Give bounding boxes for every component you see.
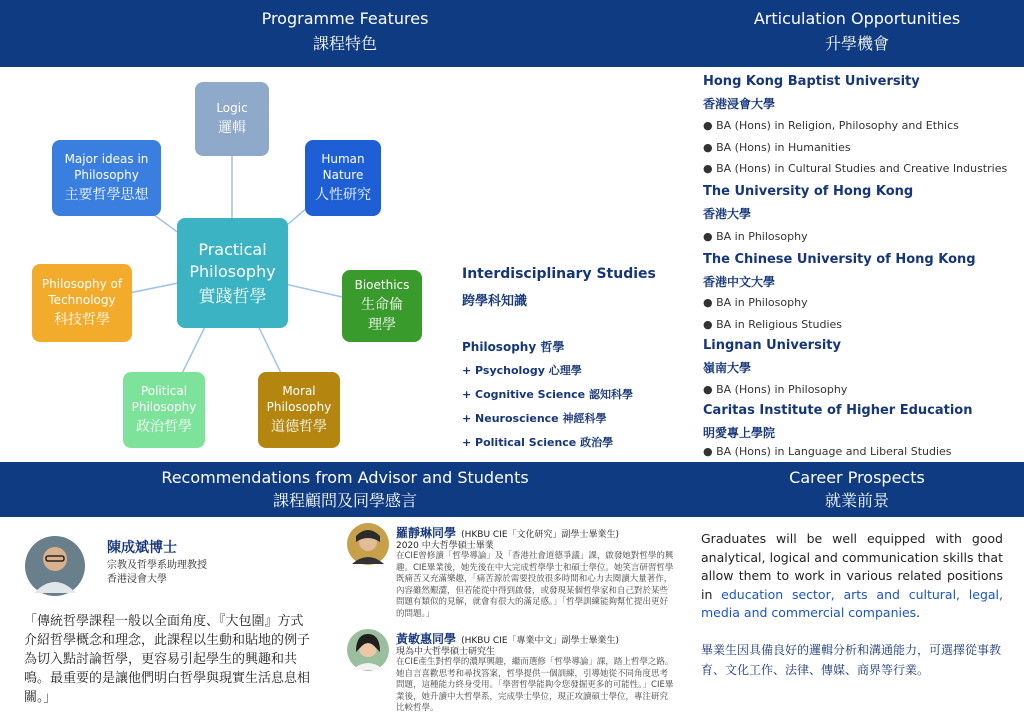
programme-item: ● BA in Philosophy	[703, 230, 808, 243]
student1-avatar	[346, 522, 390, 566]
human-nature-label-zh: 人性研究	[315, 187, 371, 203]
student2-name: 黃敏惠同學	[396, 632, 457, 646]
interdisciplinary-item: Philosophy 哲學	[462, 340, 565, 354]
career-title-zh: 就業前景	[824, 491, 889, 510]
major-ideas-label: Major ideas in Philosophy	[64, 152, 149, 182]
university-name: Lingnan University	[703, 338, 841, 353]
logic-node	[195, 82, 269, 156]
interdisciplinary-item: + Cognitive Science 認知科學	[462, 388, 633, 401]
university-name-zh: 香港浸會大學	[703, 97, 776, 111]
political-philosophy-label: Political Philosophy	[131, 384, 197, 414]
programme-item: ● BA in Philosophy	[703, 296, 808, 309]
interdisciplinary-item: + Political Science 政治學	[462, 436, 614, 449]
recommendations-title-zh: 課程顧問及同學感言	[272, 491, 417, 510]
advisor-name: 陳成斌博士	[107, 540, 177, 556]
university-name-zh: 香港中文大學	[703, 275, 776, 289]
philosophy-of-technology-label: Philosophy of Technology	[41, 277, 123, 307]
philosophy-of-technology-node	[32, 264, 132, 342]
moral-philosophy-node	[258, 372, 340, 448]
logic-label: Logic	[216, 101, 248, 115]
university-name-zh: 明愛專上學院	[703, 426, 776, 440]
bioethics-label: Bioethics	[354, 278, 410, 292]
bioethics-node	[342, 270, 422, 342]
student1-text: 在CIE曾修讀「哲學導論」及「香港社會道德爭議」課，啟發她對哲學的興趣。CIE畢業後，她先後在中大完成哲學學士和碩士學位。她笑言研習哲學既痛苦又充滿樂趣，「痛苦源於需要投放很多時間和心力去閱讀大量著作，內容雖然艱澀，但若能從中得到啟發，或發現某個哲學家和自己對於某些問題有類似的見解，就會有很大的滿足感。」「哲學訓練能夠幫忙提出更好的問題。」	[396, 551, 674, 619]
advisor-org: 香港浸會大學	[107, 574, 167, 585]
interdisciplinary-item: + Psychology 心理學	[462, 364, 582, 377]
programme-features-title-zh: 課程特色	[312, 34, 377, 53]
university-name: Hong Kong Baptist University	[703, 74, 920, 89]
career-text: Graduates will be well equipped with good analytical, logical and communication skills that allow them to work in various related positions in	[701, 531, 1003, 602]
programme-item: ● BA (Hons) in Religion, Philosophy and Ethics	[703, 119, 959, 132]
logic-label-zh: 邏輯	[218, 120, 246, 136]
moral-philosophy-label: Moral Philosophy	[266, 384, 332, 414]
university-name-zh: 嶺南大學	[703, 361, 752, 375]
career-title: Career Prospects	[789, 468, 925, 487]
programme-item: ● BA (Hons) in Humanities	[703, 141, 851, 154]
student2-text: 在CIE產生對哲學的濃厚興趣，繼而選修「哲學導論」課，踏上哲學之路。她自言喜歡思考和尋找答案，哲學提供一個訓練，引導她從不同角度思考問題，這種能力終身受用。「學習哲學能夠令您發掘更多的可能性。」CIE畢業後，她升讀中大哲學系，完成學士學位，現正攻讀碩士學位，專注研究比較哲學。	[396, 657, 674, 713]
university-name: Caritas Institute of Higher Education	[703, 403, 973, 418]
career-highlight: education sector, arts and cultural, legal, media and commercial companies	[701, 586, 1003, 620]
human-nature-label: Human Nature	[321, 152, 365, 182]
career-text-end: .	[916, 605, 921, 620]
articulation-title: Articulation Opportunities	[753, 9, 961, 28]
student1-sub: 2020 中大哲學碩士畢業	[396, 541, 494, 551]
university-name: The Chinese University of Hong Kong	[703, 252, 976, 267]
student2-sub: 現為中大哲學碩士研究生	[396, 647, 496, 657]
political-philosophy-node	[123, 372, 205, 448]
career-header	[690, 462, 1024, 517]
student1-program: (HKBU CIE「文化研究」副學士畢業生)	[461, 530, 620, 540]
interdisciplinary-title-zh: 跨學科知識	[462, 294, 528, 309]
programme-item: ● BA (Hons) in Philosophy	[703, 383, 848, 396]
major-ideas-label-zh: 主要哲學思想	[64, 187, 149, 203]
recommendations-title: Recommendations from Advisor and Students	[161, 468, 529, 487]
programme-item: ● BA (Hons) in Cultural Studies and Creative Industries	[703, 162, 1008, 175]
student2-program: (HKBU CIE「專業中文」副學士畢業生)	[461, 636, 620, 646]
career-description-zh: 畢業生因具備良好的邏輯分析和溝通能力，可選擇從事教育、文化工作、法律、傳媒、商界等行業。	[701, 643, 1002, 677]
student2-avatar	[346, 628, 390, 672]
interdisciplinary-title: Interdisciplinary Studies	[462, 266, 656, 282]
practical-philosophy-label-zh: 實踐哲學	[198, 287, 267, 307]
advisor-avatar	[24, 535, 86, 597]
articulation-header	[690, 0, 1024, 67]
moral-philosophy-label-zh: 道德哲學	[271, 419, 327, 435]
major-ideas-node	[52, 140, 161, 216]
philosophy-of-technology-label-zh: 科技哲學	[54, 312, 110, 328]
bioethics-label-zh: 生命倫理學	[361, 297, 403, 333]
programme-features-title: Programme Features	[261, 9, 429, 28]
interdisciplinary-item: + Neuroscience 神經科學	[462, 412, 607, 425]
human-nature-node	[305, 140, 381, 216]
career-description	[701, 530, 1003, 623]
practical-philosophy-label: Practical Philosophy	[189, 240, 276, 281]
programme-item: ● BA (Hons) in Language and Liberal Studies	[703, 445, 952, 458]
advisor-title: 宗教及哲學系助理教授	[107, 560, 207, 571]
advisor-quote: 「傳統哲學課程一般以全面角度、『大包圍』方式介紹哲學概念和理念，此課程以生動和貼地的例子為切入點討論哲學，更容易引起學生的興趣和共鳴。最重要的是讓他們明白哲學與現實生活息息相關。」	[24, 614, 311, 705]
political-philosophy-label-zh: 政治哲學	[136, 419, 192, 435]
articulation-title-zh: 升學機會	[824, 34, 889, 53]
university-name-zh: 香港大學	[703, 207, 752, 221]
university-name: The University of Hong Kong	[703, 184, 914, 199]
student1-name: 羅靜琳同學	[396, 526, 457, 540]
recommendations-header	[0, 462, 690, 517]
programme-item: ● BA in Religious Studies	[703, 318, 843, 331]
practical-philosophy-node	[177, 218, 288, 328]
